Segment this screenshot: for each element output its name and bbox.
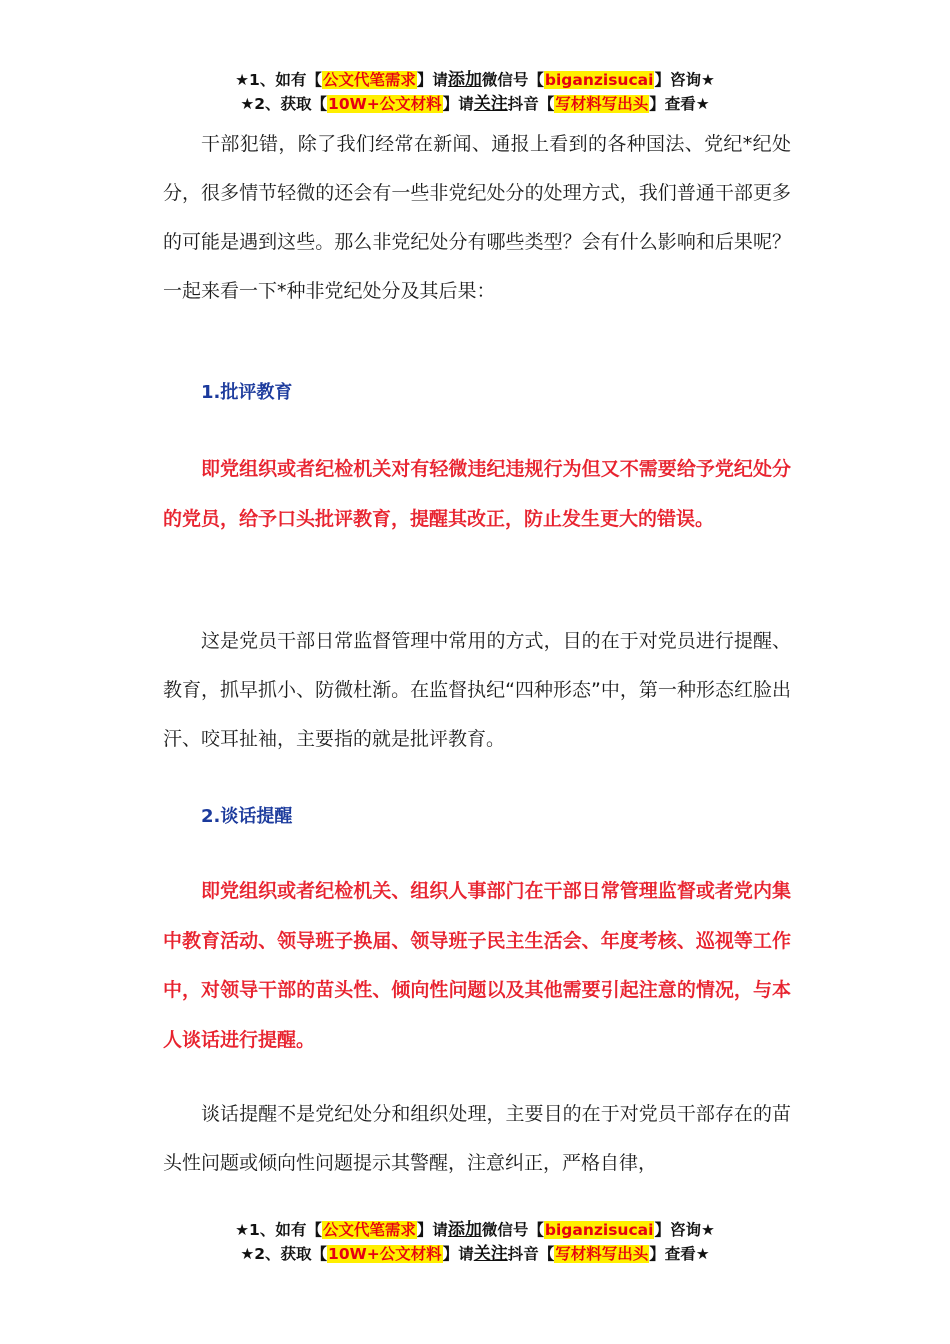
section-1-heading: 1.批评教育 bbox=[201, 382, 293, 403]
bottom-promo-banner bbox=[0, 1218, 950, 1266]
section-2-definition: 即党组织或者纪检机关、组织人事部门在干部日常管理监督或者党内集中教育活动、领导班子换届、领导班子民主生活会、年度考核、巡视等工作中，对领导干部的苗头性、倾向性问题以及其他需要引起注意的情况，与本人谈话进行提醒。 bbox=[163, 880, 791, 1051]
promo-highlight: 10W+公文材料 bbox=[328, 1245, 442, 1263]
promo-keyword: 添加 bbox=[447, 1220, 482, 1240]
promo-highlight: 10W+公文材料 bbox=[328, 95, 442, 113]
promo-line-1: ★1、如有【公文代笔需求】请添加微信号【biganzisucai】咨询★ bbox=[235, 1220, 715, 1240]
top-promo-banner bbox=[0, 68, 950, 116]
promo-douyin-id: 写材料写出头 bbox=[555, 95, 649, 113]
promo-keyword: 关注 bbox=[473, 1244, 508, 1264]
promo-highlight: 公文代笔需求 bbox=[322, 71, 416, 89]
section-1-explanation: 这是党员干部日常监督管理中常用的方式，目的在于对党员进行提醒、教育，抓早抓小、防微杜渐。在监督执纪“四种形态”中，第一种形态红脸出汗、咬耳扯袖，主要指的就是批评教育。 bbox=[163, 630, 791, 750]
promo-line-1: ★1、如有【公文代笔需求】请添加微信号【biganzisucai】咨询★ bbox=[235, 70, 715, 90]
promo-line-2: ★2、获取【10W+公文材料】请关注抖音【写材料写出头】查看★ bbox=[240, 94, 710, 114]
promo-douyin-id: 写材料写出头 bbox=[555, 1245, 649, 1263]
section-1-definition: 即党组织或者纪检机关对有轻微违纪违规行为但又不需要给予党纪处分的党员，给予口头批评教育，提醒其改正，防止发生更大的错误。 bbox=[163, 458, 791, 530]
intro-paragraph: 干部犯错，除了我们经常在新闻、通报上看到的各种国法、党纪*纪处分，很多情节轻微的还会有一些非党纪处分的处理方式，我们普通干部更多的可能是遇到这些。那么非党纪处分有哪些类型？会有什么影响和后果呢？一起来看一下*种非党纪处分及其后果： bbox=[163, 133, 791, 302]
promo-keyword: 添加 bbox=[447, 70, 482, 90]
section-2-heading: 2.谈话提醒 bbox=[201, 806, 293, 827]
section-2-explanation: 谈话提醒不是党纪处分和组织处理，主要目的在于对党员干部存在的苗头性问题或倾向性问题提示其警醒，注意纠正，严格自律， bbox=[163, 1103, 791, 1174]
promo-highlight: 公文代笔需求 bbox=[322, 1221, 416, 1239]
promo-wechat-id: biganzisucai bbox=[544, 1221, 654, 1239]
promo-keyword: 关注 bbox=[473, 94, 508, 114]
promo-line-2: ★2、获取【10W+公文材料】请关注抖音【写材料写出头】查看★ bbox=[240, 1244, 710, 1264]
promo-wechat-id: biganzisucai bbox=[544, 71, 654, 89]
